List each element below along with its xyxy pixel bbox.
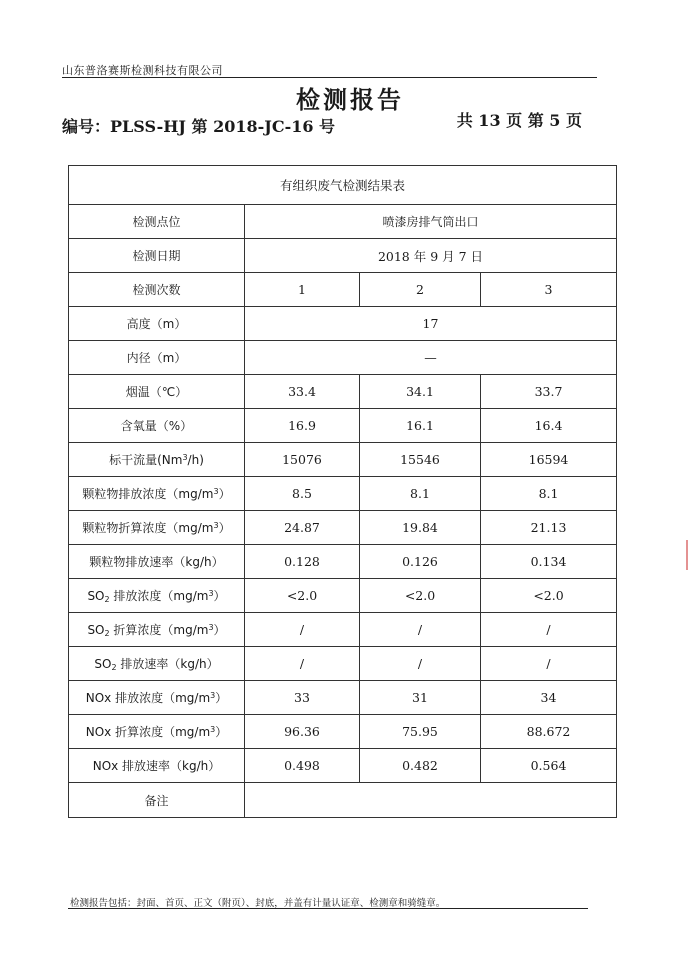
label-part: 2 [111, 663, 117, 672]
label-part: ） [215, 691, 228, 705]
table-caption: 有组织废气检测结果表 [69, 166, 617, 205]
date-label: 检测日期 [69, 239, 245, 273]
measurement-value: 33 [245, 681, 360, 715]
parameter-label [69, 647, 245, 681]
label-part: NOx 排放浓度（mg/m [85, 691, 211, 705]
label-part: 排放速率（kg/h） [116, 657, 219, 671]
caption-row [69, 166, 617, 205]
measurement-row [69, 375, 617, 409]
label-part: 标干流量(Nm [109, 453, 183, 467]
label-part: ） [218, 521, 231, 535]
label-part: 3 [213, 521, 219, 530]
measurement-value: <2.0 [481, 579, 617, 613]
measurement-row [69, 443, 617, 477]
measurement-value: / [481, 613, 617, 647]
results-table [68, 165, 617, 818]
report-number: 编号：PLSS-HJ 第 2018-JC-16 号 [62, 117, 336, 136]
measurement-value: 8.5 [245, 477, 360, 511]
runs-row [69, 273, 617, 307]
remarks-row [69, 783, 617, 818]
measurement-value: 0.564 [481, 749, 617, 783]
measurement-value: 16.1 [360, 409, 481, 443]
label-part: 3 [210, 691, 216, 700]
label-part: 2 [104, 629, 110, 638]
label-part: 3 [213, 487, 219, 496]
label-part: 烟温（℃） [125, 385, 188, 399]
measurement-value: 0.498 [245, 749, 360, 783]
footer-note: 检测报告包括：封面、首页、正文（附页）、封底，并盖有计量认证章、检测章和骑缝章。 [70, 898, 446, 909]
parameter-label [69, 749, 245, 783]
measurement-value: 16.9 [245, 409, 360, 443]
label-part: SO [94, 657, 112, 671]
measurement-row [69, 715, 617, 749]
label-part: 2 [104, 595, 110, 604]
measurement-row [69, 579, 617, 613]
remarks-label: 备注 [69, 783, 245, 818]
label-part: SO [87, 623, 105, 637]
measurement-value: 0.482 [360, 749, 481, 783]
label-part: 排放浓度（mg/m [109, 589, 209, 603]
label-part: 3 [210, 725, 216, 734]
parameter-label [69, 511, 245, 545]
measurement-value: 24.87 [245, 511, 360, 545]
label-part: 3 [208, 623, 214, 632]
measurement-row [69, 749, 617, 783]
measurement-value: / [481, 647, 617, 681]
measurement-value: 0.126 [360, 545, 481, 579]
parameter-label [69, 409, 245, 443]
measurement-value: / [245, 647, 360, 681]
label-part: NOx 排放速率（kg/h） [92, 759, 221, 773]
label-part: 颗粒物排放速率（kg/h） [89, 555, 224, 569]
measurement-value: 21.13 [481, 511, 617, 545]
diameter-value: — [245, 341, 617, 375]
parameter-label [69, 443, 245, 477]
height-value: 17 [245, 307, 617, 341]
label-part: ） [218, 487, 231, 501]
page-indicator: 共 13 页 第 5 页 [456, 111, 582, 130]
parameter-label [69, 375, 245, 409]
label-part: ） [215, 725, 228, 739]
parameter-label [69, 477, 245, 511]
measurement-value: 16594 [481, 443, 617, 477]
label-part: 折算浓度（mg/m [109, 623, 209, 637]
measurement-row [69, 647, 617, 681]
company-name: 山东普洛赛斯检测科技有限公司 [62, 64, 223, 77]
measurement-row [69, 613, 617, 647]
label-part: NOx 折算浓度（mg/m [85, 725, 211, 739]
parameter-label [69, 613, 245, 647]
measurement-value: 8.1 [481, 477, 617, 511]
label-part: 颗粒物排放浓度（mg/m [82, 487, 214, 501]
parameter-label [69, 579, 245, 613]
label-part: ） [213, 623, 226, 637]
measurement-value: 88.672 [481, 715, 617, 749]
measurement-value: 0.134 [481, 545, 617, 579]
seal-edge-mark [686, 540, 688, 570]
measurement-value: 19.84 [360, 511, 481, 545]
measurement-value: 34.1 [360, 375, 481, 409]
measurement-value: / [360, 647, 481, 681]
height-row [69, 307, 617, 341]
measurement-value: 16.4 [481, 409, 617, 443]
location-label: 检测点位 [69, 205, 245, 239]
date-row [69, 239, 617, 273]
document-title: 检测报告 [296, 86, 404, 114]
measurement-row [69, 409, 617, 443]
parameter-label [69, 681, 245, 715]
measurement-value: 96.36 [245, 715, 360, 749]
location-value: 喷漆房排气筒出口 [245, 205, 617, 239]
label-part: 含氧量（%） [120, 419, 193, 433]
run-number: 1 [245, 273, 360, 307]
runs-label: 检测次数 [69, 273, 245, 307]
remarks-value [245, 783, 617, 818]
measurement-value: / [360, 613, 481, 647]
label-part: 颗粒物折算浓度（mg/m [82, 521, 214, 535]
run-number: 3 [481, 273, 617, 307]
parameter-label [69, 715, 245, 749]
measurement-value: 15076 [245, 443, 360, 477]
measurement-value: / [245, 613, 360, 647]
height-label: 高度（m） [69, 307, 245, 341]
diameter-row [69, 341, 617, 375]
label-part: /h) [187, 453, 204, 467]
measurement-value: <2.0 [360, 579, 481, 613]
measurement-row [69, 681, 617, 715]
label-part: ） [213, 589, 226, 603]
date-value: 2018 年 9 月 7 日 [245, 239, 617, 273]
measurement-value: 0.128 [245, 545, 360, 579]
location-row [69, 205, 617, 239]
measurement-value: 33.7 [481, 375, 617, 409]
measurement-value: 31 [360, 681, 481, 715]
measurement-value: <2.0 [245, 579, 360, 613]
diameter-label: 内径（m） [69, 341, 245, 375]
label-part: 3 [182, 453, 188, 462]
footer-divider [68, 908, 588, 909]
label-part: SO [87, 589, 105, 603]
header-divider [62, 77, 597, 78]
measurement-value: 34 [481, 681, 617, 715]
label-part: 3 [208, 589, 214, 598]
run-number: 2 [360, 273, 481, 307]
measurement-row [69, 511, 617, 545]
measurement-row [69, 477, 617, 511]
measurement-value: 8.1 [360, 477, 481, 511]
measurement-value: 15546 [360, 443, 481, 477]
measurement-value: 75.95 [360, 715, 481, 749]
parameter-label [69, 545, 245, 579]
measurement-value: 33.4 [245, 375, 360, 409]
measurement-row [69, 545, 617, 579]
